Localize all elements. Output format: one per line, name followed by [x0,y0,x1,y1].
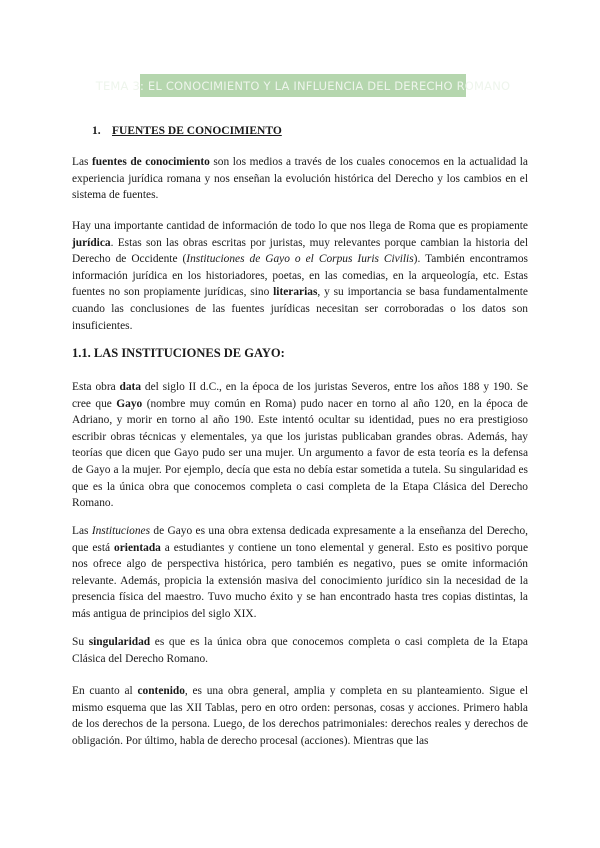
paragraph-singularidad [72,634,528,667]
text-run: de Gayo es una obra extensa dedicada expresamente a la enseñanza del Derecho, que está [72,525,528,554]
bold-term: contenido [137,685,185,697]
section-title: FUENTES DE CONOCIMIENTO [112,125,282,137]
text-run: En cuanto al [72,685,138,697]
text-run: Las [72,156,92,168]
bold-term: singularidad [88,636,151,648]
text-run: . Estas son las obras escritas por juristas, muy relevantes porque cambian la historia del Derecho de Occidente ( [72,236,528,266]
paragraph-fuentes [72,154,528,204]
paragraph-instituciones [72,523,528,623]
bold-term: jurídica [72,236,111,249]
italic-term: Instituciones [91,525,151,537]
text-run: son los medios a través de los cuales conocemos en la actualidad la experiencia jurídica romana y nos enseñan la evolución histórica del Derecho y los cambios en el sistema de fuentes. [72,156,528,202]
text-run: , es una obra general, amplia y completa en su planteamiento. Sigue el mismo esquema que las XII Tablas, pero en otro orden: personas, cosas y acciones. Primero habla de los derechos de la persona. Luego, de los derechos patrimoniales: derechos reales y derechos de obligación. Por último, habla de derecho procesal (acciones). Mientras que las [72,685,528,747]
bold-term: data [119,381,142,393]
title-banner [95,74,511,97]
text-run: Esta obra [72,381,120,393]
text-run: Su [72,636,89,648]
paragraph-informacion [72,218,528,334]
section-1-heading [92,125,282,137]
paragraph-contenido [72,683,528,749]
text-run: (nombre muy común en Roma) pudo nacer en torno al año 120, en la época de Adriano, y morir en torno al año 190. Este intentó ocultar su identidad, pues no era prestigioso escribir obras técnicas y elementales, ya que los juristas publicaban grandes obras. Además, hay teorías que dicen que Gayo pudo ser una mujer. Un argumento a favor de esta teoría es la defensa de Gayo a la mujer. Por ejemplo, decía que esta no debía estar sometida a tutela. Su singularidad es que es la única obra que conocemos completa o casi completa de la Etapa Clásica del Derecho Romano. [72,397,528,510]
bold-term: fuentes de conocimiento [92,156,210,168]
document-title: TEMA 3: EL CONOCIMIENTO Y LA INFLUENCIA DEL DERECHO ROMANO [95,78,511,93]
bold-term: orientada [114,541,161,554]
section-1-1-heading: 1.1. LAS INSTITUCIONES DE GAYO: [72,346,285,360]
text-run: Hay una importante cantidad de información de todo lo que nos llega de Roma que es propiamente [72,220,528,232]
bold-term: literarias [273,286,318,299]
text-run: Las [72,525,92,537]
text-run: , y su importancia se basa fundamentalmente cuando las conclusiones de las fuentes jurídicas necesitan ser corroboradas o los datos son insuficientes. [72,286,528,332]
section-number: 1. [92,125,101,137]
paragraph-data [72,379,528,512]
text-run: a estudiantes y contiene un tono elemental y general. Esto es positivo porque nos ofrece algo de perspectiva histórica, pero también es negativo, pues se omite información relevante. Además, propicia la extensión masiva del conocimiento jurídico sin la necesidad de la presencia física del maestro. Tuvo mucho éxito y se han encontrado hasta tres copias distintas, la más antigua de principios del siglo XIX. [72,541,528,620]
bold-term: Gayo [116,397,143,410]
text-run: del siglo II d.C., en la época de los juristas Severos, entre los años 188 y 190. Se cree que [72,381,529,410]
text-run: ). También encontramos información jurídica en los historiadores, poetas, en las comedias, en la arqueología, etc. Estas fuentes no son propiamente jurídicas, sino [72,253,528,299]
text-run: es que es la única obra que conocemos completa o casi completa de la Etapa Clásica del Derecho Romano. [72,636,528,665]
italic-term: Instituciones de Gayo o el Corpus Iuris Civilis [186,253,414,266]
